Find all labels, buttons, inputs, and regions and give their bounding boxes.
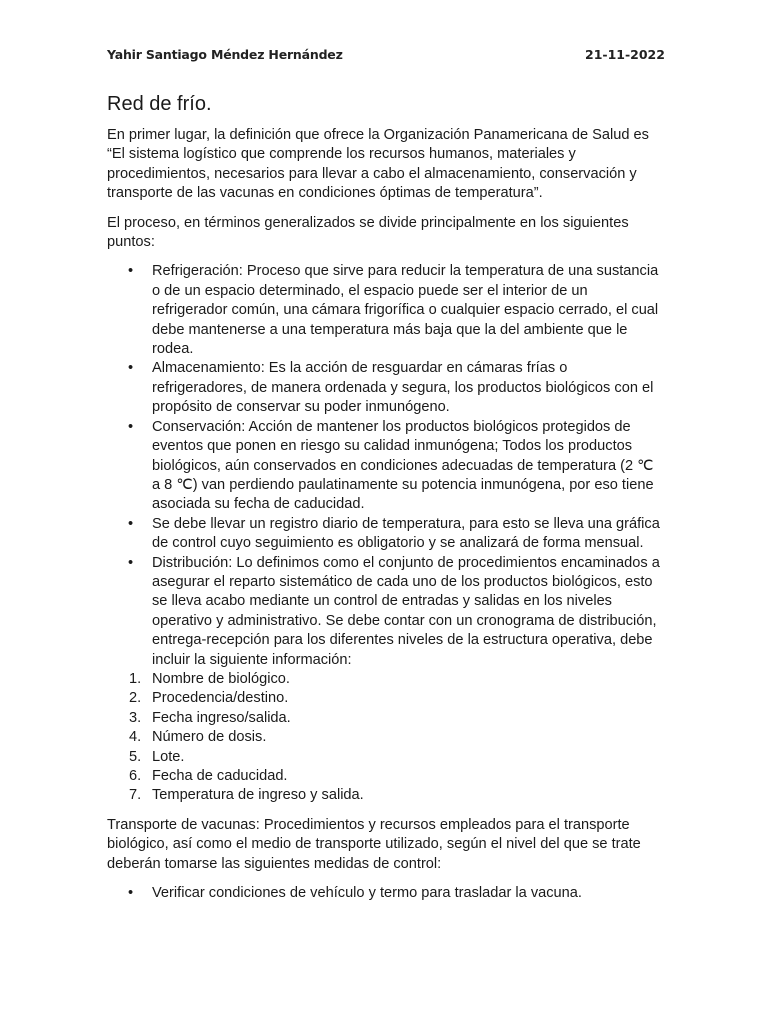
item-text: Número de dosis.	[152, 729, 267, 746]
page-title: Red de frío.	[107, 93, 212, 115]
item-text: Temperatura de ingreso y salida.	[152, 787, 364, 804]
numbered-item	[107, 767, 663, 786]
distribution-info-list	[107, 670, 663, 806]
item-number: 1.	[129, 670, 142, 687]
process-bullet-list	[107, 262, 663, 670]
transport-bullet-list	[107, 884, 663, 903]
intro-paragraph: En primer lugar, la definición que ofrece la Organización Panamericana de Salud es “El sistema logístico que comprende los recursos humanos, materiales y procedimientos, necesarios para llevar a cabo el almacenamiento, conservación y transporte de las vacunas en condiciones óptimas de temperatura”.	[107, 127, 649, 202]
header-author: Yahir Santiago Méndez Hernández	[107, 47, 343, 62]
item-number: 4.	[129, 729, 142, 746]
item-number: 5.	[129, 748, 142, 765]
item-number: 7.	[129, 787, 142, 804]
process-intro-paragraph: El proceso, en términos generalizados se divide principalmente en los siguientes puntos:	[107, 214, 629, 251]
item-text: Lote.	[152, 748, 185, 765]
list-item: • Almacenamiento: Es la acción de resguardar en cámaras frías o refrigeradores, de manera ordenada y segura, los productos biológicos con el propósito de conservar su poder inmunógeno.	[107, 359, 663, 417]
numbered-item	[107, 728, 663, 747]
numbered-item	[107, 748, 663, 767]
transport-paragraph: Transporte de vacunas: Procedimientos y recursos empleados para el transporte biológico, así como el medio de transporte utilizado, según el nivel del que se trate deberán tomarse las siguientes medidas de control:	[107, 816, 641, 872]
list-item: • Refrigeración: Proceso que sirve para reducir la temperatura de una sustancia o de un espacio determinado, el espacio puede ser el interior de un refrigerador común, una cámara frigorífica o cualquier espacio cerrado, el cual debe mantenerse a una temperatura más baja que la del ambiente que le rodea.	[107, 262, 663, 359]
numbered-item	[107, 670, 663, 689]
item-text: Fecha de caducidad.	[152, 768, 288, 784]
item-text: Fecha ingreso/salida.	[152, 709, 291, 726]
list-item: • Verificar condiciones de vehículo y termo para trasladar la vacuna.	[107, 884, 663, 903]
item-text: Procedencia/destino.	[152, 690, 289, 707]
list-item: • Distribución: Lo definimos como el conjunto de procedimientos encaminados a asegurar el reparto sistemático de cada uno de los productos biológicos, esto se lleva acabo mediante un control de entradas y salidas en los niveles operativo y administrativo. Se debe contar con un cronograma de distribución, entrega-recepción para los diferentes niveles de la estructura operativa, debe incluir la siguiente información:	[107, 554, 663, 670]
item-number: 2.	[129, 690, 142, 707]
item-number: 6.	[129, 768, 142, 784]
item-number: 3.	[129, 709, 142, 726]
list-item: • Se debe llevar un registro diario de temperatura, para esto se lleva una gráfica de control cuyo seguimiento es obligatorio y se analizará de forma mensual.	[107, 515, 663, 554]
numbered-item	[107, 786, 663, 805]
list-item: • Conservación: Acción de mantener los productos biológicos protegidos de eventos que ponen en riesgo su calidad inmunógena; Todos los productos biológicos, aún conservados en condiciones adecuadas de temperatura (2 ℃ a 8 ℃) van perdiendo paulatinamente su potencia inmunógena, por eso tiene asociada su fecha de caducidad.	[107, 418, 663, 515]
numbered-item	[107, 689, 663, 708]
numbered-item	[107, 709, 663, 728]
document-body	[107, 126, 663, 903]
item-text: Nombre de biológico.	[152, 670, 290, 687]
header-date: 21-11-2022	[585, 47, 665, 62]
